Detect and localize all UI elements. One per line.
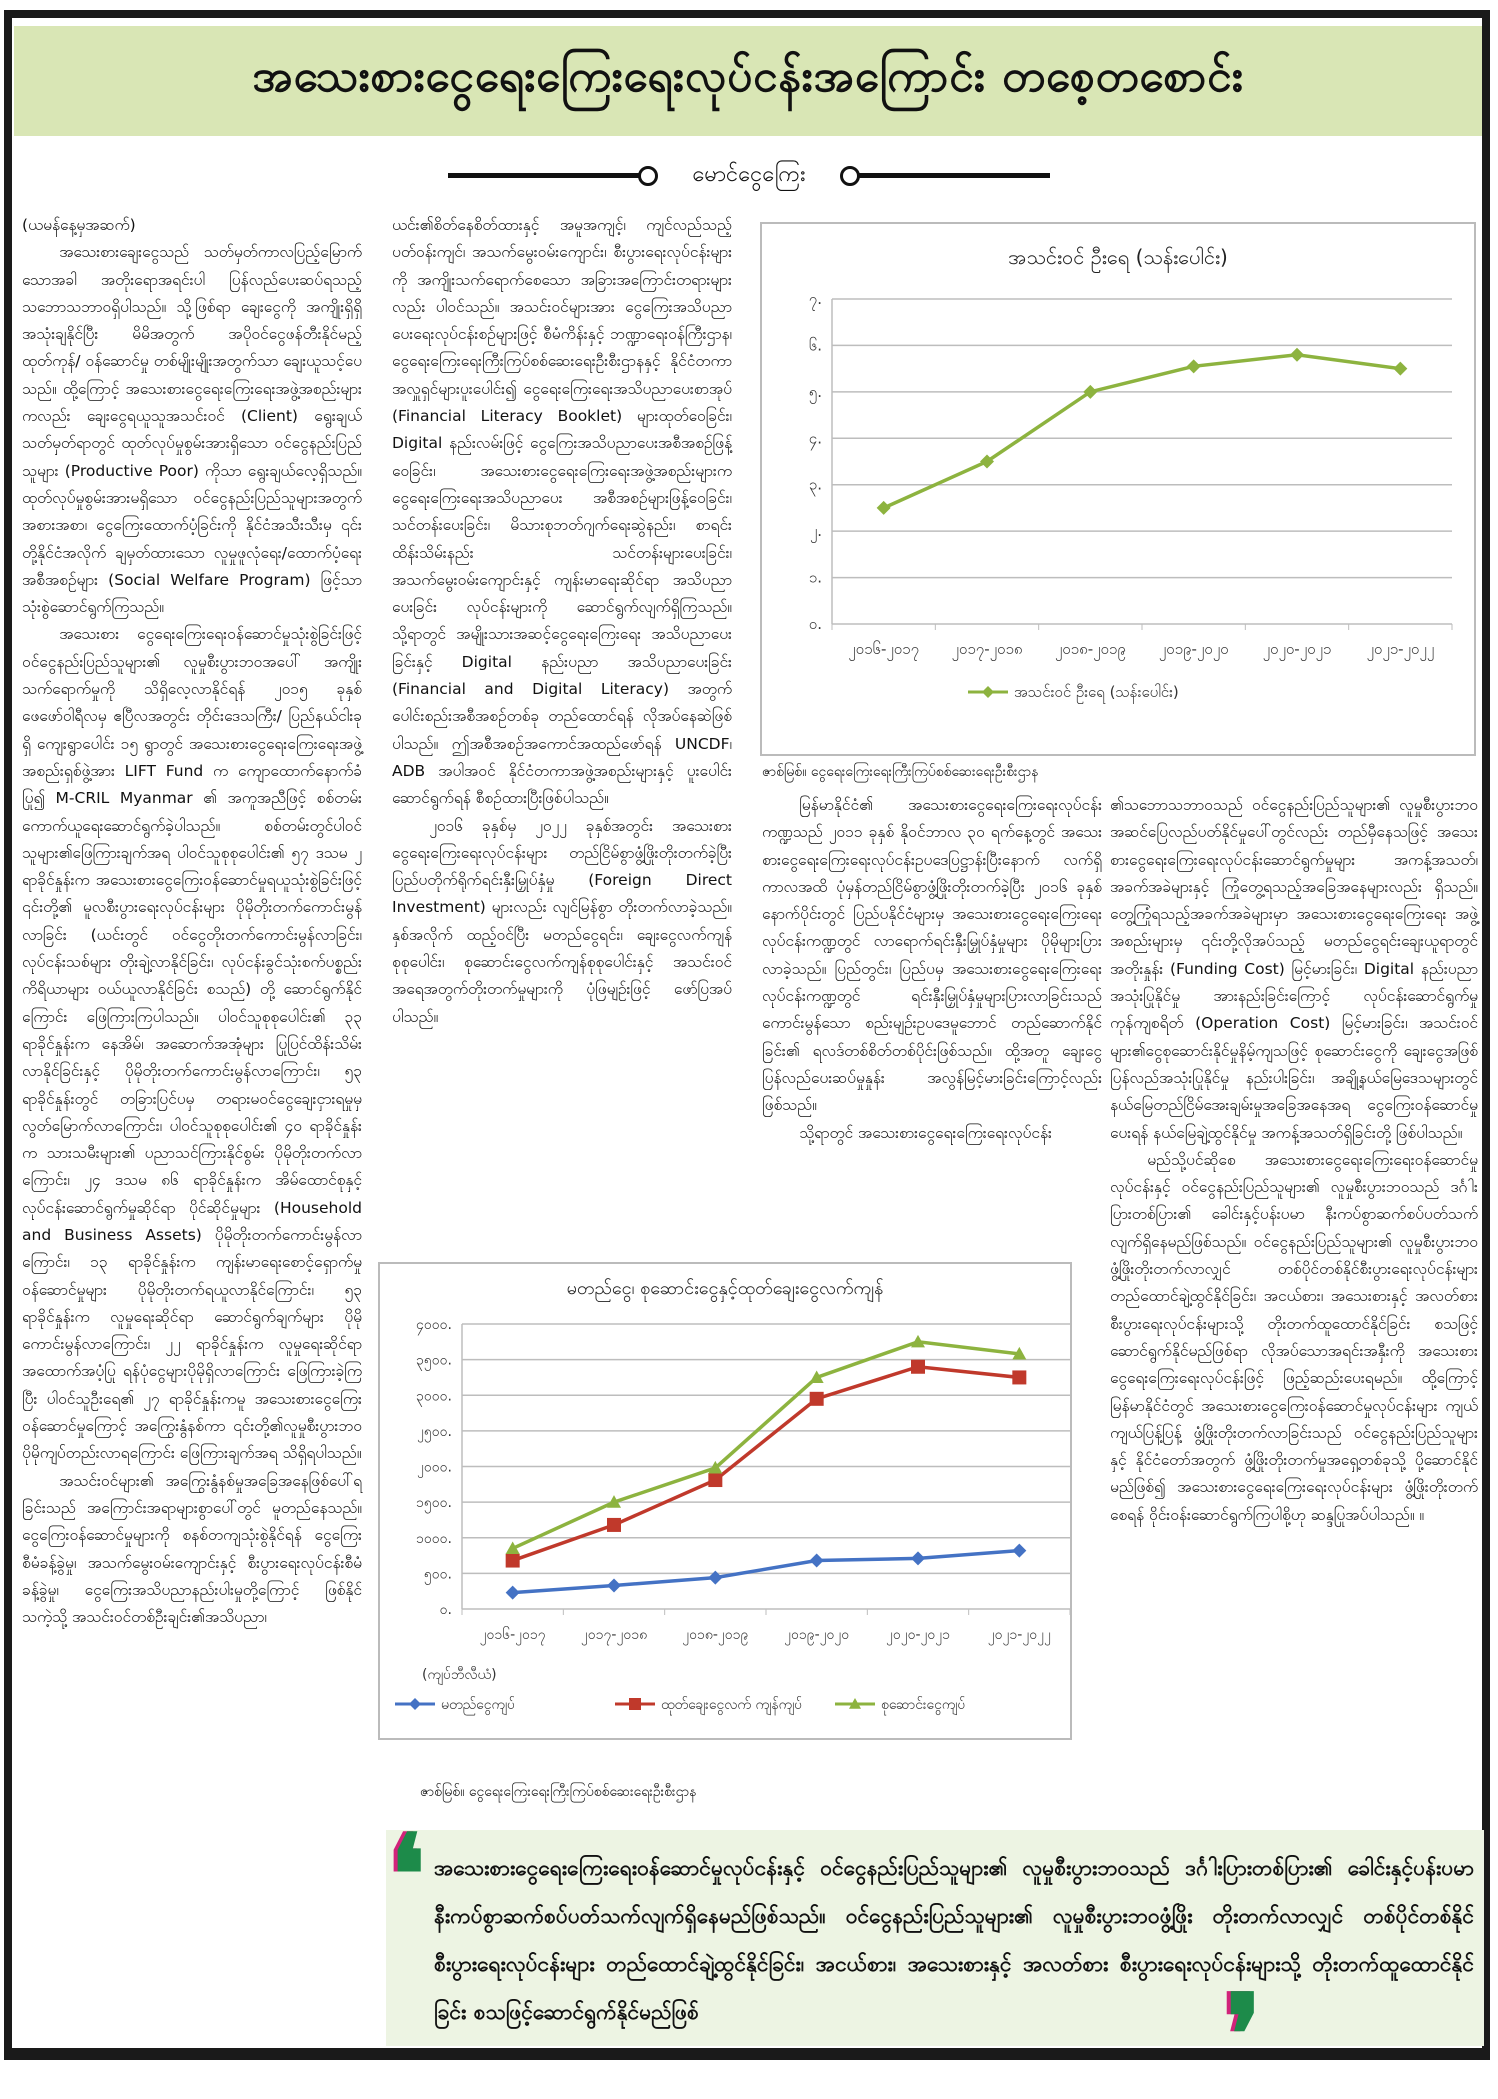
- data-point-square: [506, 1554, 520, 1568]
- y-tick-label: ၃.: [808, 475, 822, 494]
- x-tick-label: ၂၀၁၇-၂၀၁၈: [580, 1627, 648, 1643]
- pull-quote-text: အသေးစားငွေရေးကြေးရေးဝန်ဆောင်မှုလုပ်ငန်းနှင့် ဝင်ငွေနည်းပြည်သူများ၏ လူမှုစီးပွားဘဝသည် ဒင်္ဂါးပြားတစ်ပြား၏ ခေါင်းနှင့်ပန်းပမာ နီးကပ်စွာဆက်စပ်ပတ်သက်လျက်ရှိနေမည်ဖြစ်သည်။ ဝင်ငွေနည်းပြည်သူများ၏ လူမှုစီးပွားဘဝဖွံ့ဖြိုး တိုးတက်လာလျှင် တစ်ပိုင်တစ်နိုင်စီးပွားရေးလုပ်ငန်းများ တည်ထောင်ချဲ့ထွင်နိုင်ခြင်း၊ အငယ်စား၊ အသေးစားနှင့် အလတ်စား စီးပွားရေးလုပ်ငန်းများသို့ တိုးတက်ထူထောင်နိုင်ခြင်း စသဖြင့်ဆောင်ရွက်နိုင်မည်ဖြစ်: [434, 1856, 1474, 2024]
- data-point-diamond: [1187, 359, 1201, 373]
- data-point-diamond: [911, 1551, 925, 1565]
- text-column-1: [22, 212, 362, 1631]
- data-point-diamond: [1290, 348, 1304, 362]
- legend-label: အသင်းဝင် ဦးရေ (သန်းပေါင်း): [1014, 683, 1179, 701]
- author-name: မောင်ငွေကြေး: [692, 161, 806, 187]
- members-chart-svg: [762, 224, 1474, 754]
- capital-chart-svg: [380, 1264, 1070, 1738]
- data-point-diamond: [1012, 1544, 1026, 1558]
- data-point-diamond: [1393, 362, 1407, 376]
- x-tick-label: ၂၀၁၇-၂၀၁၈: [951, 640, 1023, 658]
- y-tick-label: ၃၀၀၀.: [416, 1388, 452, 1405]
- y-tick-label: ၄၀၀၀.: [416, 1317, 452, 1333]
- byline-rule-left: [448, 173, 648, 178]
- chart1-source: ဇာစ်မြစ်။ ငွေရေးကြေးရေးကြီးကြပ်စစ်ဆေးရေးဦးစီးဌာန: [762, 764, 1039, 780]
- y-tick-label: ၄.: [808, 429, 822, 448]
- close-quote-icon: ❜: [1226, 1970, 1262, 2099]
- y-tick-label: ၀.: [439, 1602, 452, 1618]
- data-point-square: [1012, 1370, 1026, 1384]
- y-tick-label: ၅.: [808, 382, 822, 401]
- capital-savings-loans-chart: [378, 1262, 1072, 1740]
- x-tick-label: ၂၀၁၆-၂၀၁၇: [479, 1627, 546, 1643]
- text-column-2: [392, 212, 732, 1031]
- data-point-diamond: [409, 1698, 421, 1710]
- data-point-square: [708, 1473, 722, 1487]
- y-tick-label: ၅၀၀.: [423, 1566, 452, 1583]
- paragraph: မြန်မာနိုင်ငံ၏ အသေးစားငွေရေးကြေးရေးလုပ်ငန်းကဏ္ဍသည် ၂၀၁၁ ခုနှစ် နိုဝင်ဘာလ ၃၀ ရက်နေ့တွင် အသေးစားငွေရေးကြေးရေးလုပ်ငန်းဥပဒေပြဋ္ဌာန်းပြီးနောက် လက်ရှိကာလအထိ ပုံမှန်တည်ငြိမ်စွာဖွံ့ဖြိုးတိုးတက်ခဲ့ပြီး ၂၀၁၆ ခုနှစ်နောက်ပိုင်းတွင် ပြည်ပနိုင်ငံများမှ အသေးစားငွေရေးကြေးရေးလုပ်ငန်းကဏ္ဍတွင် လာရောက်ရင်းနှီးမြှုပ်နှံမှုများ ပိုမိုများပြားလာခဲ့သည်။ ပြည်တွင်း၊ ပြည်ပမှ အသေးစားငွေရေးကြေးရေး လုပ်ငန်းကဏ္ဍတွင် ရင်းနှီးမြှုပ်နှံမှုများပြားလာခြင်းသည် ကောင်းမွန်သော စည်းမျဉ်းဥပဒေမူဘောင် တည်ဆောက်နိုင်ခြင်း၏ ရလဒ်တစ်စိတ်တစ်ပိုင်းဖြစ်သည်။ ထို့အတူ ချေးငွေပြန်လည်ပေးဆပ်မှုနှုန်း အလွန်မြင့်မားခြင်းကြောင့်လည်းဖြစ်သည်။: [762, 796, 1102, 1115]
- legend-label: စုဆောင်းငွေကျပ်: [881, 1697, 966, 1713]
- data-point-square: [911, 1360, 925, 1374]
- paragraph: အသင်းဝင်များ၏ အကြွေးနွံနစ်မှုအခြေအနေဖြစ်ပေါ်ရခြင်းသည် အကြောင်းအရာများစွာပေါ်တွင် မူတည်နေသည်။ ငွေကြေးဝန်ဆောင်မှုများကို စနစ်တကျသုံးစွဲနိုင်ရန် ငွေကြေးစီမံခန့်ခွဲမှု၊ အသက်မွေးဝမ်းကျောင်းနှင့် စီးပွားရေးလုပ်ငန်းစီမံခန့်ခွဲမှု၊ ငွေကြေးအသိပညာနည်းပါးမှုတို့ကြောင့် ဖြစ်နိုင်သကဲ့သို့ အသင်းဝင်တစ်ဦးချင်း၏အသိပညာ၊: [22, 1471, 362, 1627]
- members-chart: [760, 222, 1476, 756]
- headline-banner: [14, 26, 1482, 136]
- y-tick-label: ၁၀၀၀.: [416, 1530, 452, 1547]
- paragraph: အသေးစားချေးငွေသည် သတ်မှတ်ကာလပြည့်မြောက်သောအခါ အတိုးရောအရင်းပါ ပြန်လည်ပေးဆပ်ရသည့်သဘောသဘာဝရှိပါသည်။ သို့ဖြစ်ရာ ချေးငွေကို အကျိုးရှိရှိအသုံးချနိုင်ပြီး မိမိအတွက် အပိုဝင်ငွေဖန်တီးနိုင်မည့် ထုတ်ကုန်/ ဝန်ဆောင်မှု တစ်မျိုးမျိုးအတွက်သာ ချေးယူသင့်ပေသည်။ ထို့ကြောင့် အသေးစားငွေရေးကြေးရေးအဖွဲ့အစည်းများကလည်း ချေးငွေရယူသူအသင်းဝင် (Client) ရွေးချယ်သတ်မှတ်ရာတွင် ထုတ်လုပ်မှုစွမ်းအားရှိသော ဝင်ငွေနည်းပြည်သူများ (Productive Poor) ကိုသာ ရွေးချယ်လေ့ရှိသည်။ ထုတ်လုပ်မှုစွမ်းအားမရှိသော ဝင်ငွေနည်းပြည်သူများအတွက် အစားအစာ၊ ငွေကြေးထောက်ပံ့ခြင်းကို နိုင်ငံအသီးသီးမှ ၎င်းတို့နိုင်ငံအလိုက် ချမှတ်ထားသော လူမှုဖူလုံရေး/ထောက်ပံ့ရေးအစီအစဉ်များ (Social Welfare Program) ဖြင့်သာ သုံးစွဲဆောင်ရွက်ကြသည်။: [22, 243, 363, 617]
- y-tick-label: ၂၅၀၀.: [417, 1423, 452, 1440]
- y-tick-label: ၂၀၀၀.: [417, 1459, 452, 1476]
- x-tick-label: ၂၀၁၈-၂၀၁၉: [682, 1627, 749, 1643]
- x-tick-label: ၂၀၁၉-၂၀၂၀: [1158, 640, 1229, 658]
- paragraph: အသေးစား ငွေရေးကြေးရေးဝန်ဆောင်မှုသုံးစွဲခြင်းဖြင့် ဝင်ငွေနည်းပြည်သူများ၏ လူမှုစီးပွားဘဝအပေါ် အကျိုးသက်ရောက်မှုကို သိရှိလေ့လာနိုင်ရန် ၂၀၁၅ ခုနှစ် ဖေဖော်ဝါရီလမှ ဧပြီလအတွင်း တိုင်းဒေသကြီး/ ပြည်နယ်ငါးခုရှိ ကျေးရွာပေါင်း ၁၅ ရွာတွင် အသေးစားငွေရေးကြေးရေးအဖွဲ့အစည်းရှစ်ဖွဲ့အား LIFT Fund က ကျောထောက်နောက်ခံပြု၍ M-CRIL Myanmar ၏ အကူအညီဖြင့် စစ်တမ်းကောက်ယူရေးဆောင်ရွက်ခဲ့ပါသည်။ စစ်တမ်းတွင်ပါဝင်သူများ၏ဖြေကြားချက်အရ ပါဝင်သူစုစုပေါင်း၏ ၅၇ ဒသမ ၂ ရာခိုင်နှုန်းက အသေးစားငွေကြေးဝန်ဆောင်မှုရယူသုံးစွဲခြင်းဖြင့် ၎င်းတို့၏ မူလစီးပွားရေးလုပ်ငန်းများ ပိုမိုတိုးတက်ကောင်းမွန်လာခြင်း (ယင်းတွင် ဝင်ငွေတိုးတက်ကောင်းမွန်လာခြင်း၊ လုပ်ငန်းသစ်များ တိုးချဲ့လာနိုင်ခြင်း၊ လုပ်ငန်းခွင်သုံးစက်ပစ္စည်းကိရိယာများ ဝယ်ယူလာနိုင်ခြင်း စသည်) တို့ ဆောင်ရွက်နိုင်ကြောင်း ဖြေကြားကြပါသည်။ ပါဝင်သူစုစုပေါင်း၏ ၃၃ ရာခိုင်နှုန်းက နေအိမ်၊ အဆောက်အအုံများ ပြုပြင်ထိန်းသိမ်းလာနိုင်ခြင်းနှင့် ပိုမိုတိုးတက်ကောင်းမွန်လာကြောင်း၊ ၅၃ ရာခိုင်နှုန်းတွင် တခြားပြင်ပမှ တရားမဝင်ငွေချေးငှားရမှုမှ လွတ်မြောက်လာကြောင်း၊ ပါဝင်သူစုစုပေါင်း၏ ၄၀ ရာခိုင်နှုန်းက သားသမီးများ၏ ပညာသင်ကြားနိုင်စွမ်း ပိုမိုတိုးတက်လာကြောင်း၊ ၂၄ ဒသမ ၈၆ ရာခိုင်နှုန်းက အိမ်ထောင်စုနှင့် လုပ်ငန်းဆောင်ရွက်မှုဆိုင်ရာ ပိုင်ဆိုင်မှုများ (Household and Business Assets) ပိုမိုတိုးတက်ကောင်းမွန်လာကြောင်း၊ ၁၃ ရာခိုင်နှုန်းက ကျန်းမာရေးစောင့်ရှောက်မှု ဝန်ဆောင်မှုများ ပိုမိုတိုးတက်ရယူလာနိုင်ကြောင်း၊ ၅၃ ရာခိုင်နှုန်းက လူမှုရေးဆိုင်ရာ ဆောင်ရွက်ချက်များ ပိုမိုကောင်းမွန်လာကြောင်း၊ ၂၂ ရာခိုင်နှုန်းက လူမှုရေးဆိုင်ရာ အထောက်အပံ့ပြု ရန်ပုံငွေများပိုမိုရှိလာကြောင်း ဖြေကြားခဲ့ကြပြီး ပါဝင်သူဦးရေ၏ ၂၇ ရာခိုင်နှုန်းကမူ အသေးစားငွေကြေးဝန်ဆောင်မှုကြောင့် အကြွေးနွံနစ်ကာ ၎င်းတို့၏လူမှုစီးပွားဘဝ ပိုမိုကျပ်တည်းလာရကြောင်း ဖြေကြားချက်အရ သိရှိရပါသည်။: [22, 625, 362, 1463]
- y-tick-label: ၆.: [808, 336, 822, 355]
- chart-title: မတည်ငွေ၊ စုဆောင်းငွေနှင့်ထုတ်ချေးငွေလက်ကျန်: [566, 1278, 884, 1299]
- paragraph: ၏သဘောသဘာဝသည် ဝင်ငွေနည်းပြည်သူများ၏ လူမှုစီးပွားဘဝ အဆင်ပြေလည်ပတ်နိုင်မှုပေါ်တွင်လည်း တည်မှီနေသဖြင့် အသေးစားငွေရေးကြေးရေးလုပ်ငန်းဆောင်ရွက်မှုများ အကန့်အသတ်၊ အခက်အခဲများနှင့် ကြုံတွေ့ရသည့်အခြေအနေများလည်း ရှိသည်။ တွေ့ကြုံရသည့်အခက်အခဲများမှာ အသေးစားငွေရေးကြေးရေး အဖွဲ့အစည်းများမှ ၎င်းတို့လိုအပ်သည့် မတည်ငွေရင်းချေးယူရာတွင် အတိုးနှုန်း (Funding Cost) မြင့်မားခြင်း၊ Digital နည်းပညာအသုံးပြုနိုင်မှု အားနည်းခြင်းကြောင့် လုပ်ငန်းဆောင်ရွက်မှုကုန်ကျစရိတ် (Operation Cost) မြင့်မားခြင်း၊ အသင်းဝင်များ၏ငွေစုဆောင်းနိုင်မှုနိမ့်ကျသဖြင့် စုဆောင်းငွေကို ချေးငွေအဖြစ် ပြန်လည်အသုံးပြုနိုင်မှု နည်းပါးခြင်း၊ အချို့နယ်မြေဒေသများတွင် နယ်မြေတည်ငြိမ်အေးချမ်းမှုအခြေအနေအရ ငွေကြေးဝန်ဆောင်မှုပေးရန် နယ်မြေချဲ့ထွင်နိုင်မှု အကန့်အသတ်ရှိခြင်းတို့ ဖြစ်ပါသည်။: [1110, 796, 1478, 1142]
- pull-quote: [386, 1810, 1484, 2099]
- y-tick-label: ၁၅၀၀.: [416, 1495, 452, 1512]
- data-point-square: [810, 1392, 824, 1406]
- text-column-4: [1110, 792, 1478, 1529]
- data-point-diamond: [607, 1578, 621, 1592]
- paragraph: မည်သို့ပင်ဆိုစေ အသေးစားငွေရေးကြေးရေးဝန်ဆောင်မှုလုပ်ငန်းနှင့် ဝင်ငွေနည်းပြည်သူများ၏ လူမှုစီးပွားဘဝသည် ဒင်္ဂါးပြားတစ်ပြား၏ ခေါင်းနှင့်ပန်းပမာ နီးကပ်စွာဆက်စပ်ပတ်သက်လျက်ရှိနေမည်ဖြစ်သည်။ ဝင်ငွေနည်းပြည်သူများ၏ လူမှုစီးပွားဘဝဖွံ့ဖြိုးတိုးတက်လာလျှင် တစ်ပိုင်တစ်နိုင်စီးပွားရေးလုပ်ငန်းများ တည်ထောင်ချဲ့ထွင်နိုင်ခြင်း၊ အငယ်စား၊ အသေးစားနှင့် အလတ်စားစီးပွားရေးလုပ်ငန်းများသို့ တိုးတက်ထူထောင်နိုင်ခြင်း စသဖြင့်ဆောင်ရွက်နိုင်မည်ဖြစ်ရာ လိုအပ်သောအရင်းအနှီးကို အသေးစားငွေရေးကြေးရေးလုပ်ငန်းဖြင့် ဖြည့်ဆည်းပေးရမည်။ ထို့ကြောင့် မြန်မာနိုင်ငံတွင် အသေးစားငွေကြေးဝန်ဆောင်မှုလုပ်ငန်းများ ကျယ်ကျယ်ပြန့်ပြန့် ဖွံ့ဖြိုးတိုးတက်လာခြင်းသည် ဝင်ငွေနည်းပြည်သူများနှင့် နိုင်ငံတော်အတွက် ဖွံ့ဖြိုးတိုးတက်မှုအရှေ့တစ်ခုသို့ ပို့ဆောင်နိုင်မည်ဖြစ်၍ အသေးစားငွေရေးကြေးရေးလုပ်ငန်းများ ဖွံ့ဖြိုးတိုးတက်စေရန် ဝိုင်းဝန်းဆောင်ရွက်ကြပါစို့ဟု ဆန္ဒပြုအပ်ပါသည်။ ။: [1110, 1150, 1478, 1524]
- y-axis-unit-label: (ကျပ်ဘီလီယံ): [422, 1667, 497, 1683]
- y-tick-label: ၀.: [808, 615, 822, 633]
- y-tick-label: ၃၅၀၀.: [416, 1352, 452, 1369]
- paragraph: သို့ရာတွင် အသေးစားငွေရေးကြေးရေးလုပ်ငန်း: [799, 1123, 1052, 1142]
- data-point-square: [629, 1698, 641, 1710]
- data-point-diamond: [810, 1554, 824, 1568]
- byline: [0, 150, 1498, 200]
- y-tick-label: ၇.: [808, 290, 822, 308]
- x-tick-label: ၂၀၁၉-၂၀၂၀: [784, 1627, 850, 1643]
- paragraph: ယင်း၏စိတ်နေစိတ်ထားနှင့် အမူအကျင့်၊ ကျင်လည်သည့်ပတ်ဝန်းကျင်၊ အသက်မွေးဝမ်းကျောင်း၊ စီးပွားရေးလုပ်ငန်းများကို အကျိုးသက်ရောက်စေသော အခြားအကြောင်းတရားများလည်း ပါဝင်သည်။ အသင်းဝင်များအား ငွေကြေးအသိပညာပေးရေးလုပ်ငန်းစဉ်များဖြင့် စီမံကိန်းနှင့် ဘဏ္ဍာရေးဝန်ကြီးဌာန၊ ငွေရေးကြေးရေးကြီးကြပ်စစ်ဆေးရေးဦးစီးဌာနနှင့် နိုင်ငံတကာအလှူရှင်များပူးပေါင်း၍ ငွေရေးကြေးရေးအသိပညာပေးစာအုပ် (Financial Literacy Booklet) များထုတ်ဝေခြင်း၊ Digital နည်းလမ်းဖြင့် ငွေကြေးအသိပညာပေးအစီအစဉ်ဖြန့်ဝေခြင်း၊ အသေးစားငွေရေးကြေးရေးအဖွဲ့အစည်းများက ငွေရေးကြေးရေးအသိပညာပေး အစီအစဉ်များဖြန့်ဝေခြင်း၊ သင်တန်းပေးခြင်း၊ မိသားစုဘတ်ဂျက်ရေးဆွဲနည်း၊ စာရင်းထိန်းသိမ်းနည်း သင်တန်းများပေးခြင်း၊ အသက်မွေးဝမ်းကျောင်းနှင့် ကျန်းမာရေးဆိုင်ရာ အသိပညာပေးခြင်း လုပ်ငန်းများကို ဆောင်ရွက်လျက်ရှိကြသည်။ သို့ရာတွင် အမျိုးသားအဆင့်ငွေရေးကြေးရေး အသိပညာပေးခြင်းနှင့် Digital နည်းပညာ အသိပညာပေးခြင်း (Financial and Digital Literacy) အတွက် ပေါင်းစည်းအစီအစဉ်တစ်ခု တည်ထောင်ရန် လိုအပ်နေဆဲဖြစ်ပါသည်။ ဤအစီအစဉ်အကောင်အထည်ဖော်ရန် UNCDF၊ ADB အပါအဝင် နိုင်ငံတကာအဖွဲ့အစည်းများနှင့် ပူးပေါင်းဆောင်ရွက်ရန် စီစဉ်ထားပြီးဖြစ်ပါသည်။: [392, 216, 732, 808]
- paragraph: ၂၀၁၆ ခုနှစ်မှ ၂၀၂၂ ခုနှစ်အတွင်း အသေးစားငွေရေးကြေးရေးလုပ်ငန်းများ တည်ငြိမ်စွာဖွံ့ဖြိုးတိုးတက်ခဲ့ပြီး ပြည်ပတိုက်ရိုက်ရင်းနှီးမြှုပ်နှံမှု (Foreign Direct Investment) များလည်း လျင်မြန်စွာ တိုးတက်လာခဲ့သည်။ နှစ်အလိုက် ထည့်ဝင်ပြီး မတည်ငွေရင်း၊ ချေးငွေလက်ကျန်စုစုပေါင်း၊ စုဆောင်းငွေလက်ကျန်စုစုပေါင်းနှင့် အသင်းဝင်အရေအတွက်တိုးတက်မှုများကို ပုံဖြမျဉ်းဖြင့် ဖော်ပြအပ်ပါသည်။: [392, 816, 732, 1026]
- x-tick-label: ၂၀၂၁-၂၀၂၂: [987, 1627, 1051, 1643]
- data-point-diamond: [877, 501, 891, 515]
- chart-title: အသင်းဝင် ဦးရေ (သန်းပေါင်း): [1008, 245, 1228, 269]
- text-column-3: [762, 792, 1102, 1147]
- x-tick-label: ၂၀၂၁-၂၀၂၂: [1366, 640, 1435, 658]
- chart2-source: ဇာစ်မြစ်။ ငွေရေးကြေးရေးကြီးကြပ်စစ်ဆေးရေးဦးစီးဌာန: [420, 1784, 697, 1800]
- x-tick-label: ၂၀၁၈-၂၀၁၉: [1054, 640, 1126, 658]
- y-tick-label: ၁.: [808, 568, 822, 587]
- open-quote-icon: ❛: [390, 1810, 426, 1939]
- series-line: [513, 1342, 1020, 1549]
- y-tick-label: ၂.: [809, 522, 822, 541]
- legend-label: ထုတ်ချေးငွေလက် ကျန်ကျပ်: [661, 1697, 803, 1713]
- x-tick-label: ၂၀၁၆-၂၀၁၇: [848, 640, 920, 658]
- x-tick-label: ၂၀၂၀-၂၀၂၁: [1262, 640, 1332, 658]
- x-tick-label: ၂၀၂၀-၂၀၂၁: [885, 1627, 951, 1643]
- legend-label: မတည်ငွေကျပ်: [441, 1697, 515, 1713]
- data-point-square: [607, 1518, 621, 1532]
- series-line: [513, 1551, 1020, 1593]
- byline-rule-right: [850, 173, 1050, 178]
- continued-note: (ယမန်နေ့မှအဆက်): [22, 216, 136, 234]
- data-point-diamond: [506, 1586, 520, 1600]
- data-point-diamond: [982, 686, 994, 698]
- article-title: အသေးစားငွေရေးကြေးရေးလုပ်ငန်းအကြောင်း တစေ့တစောင်း: [252, 51, 1244, 102]
